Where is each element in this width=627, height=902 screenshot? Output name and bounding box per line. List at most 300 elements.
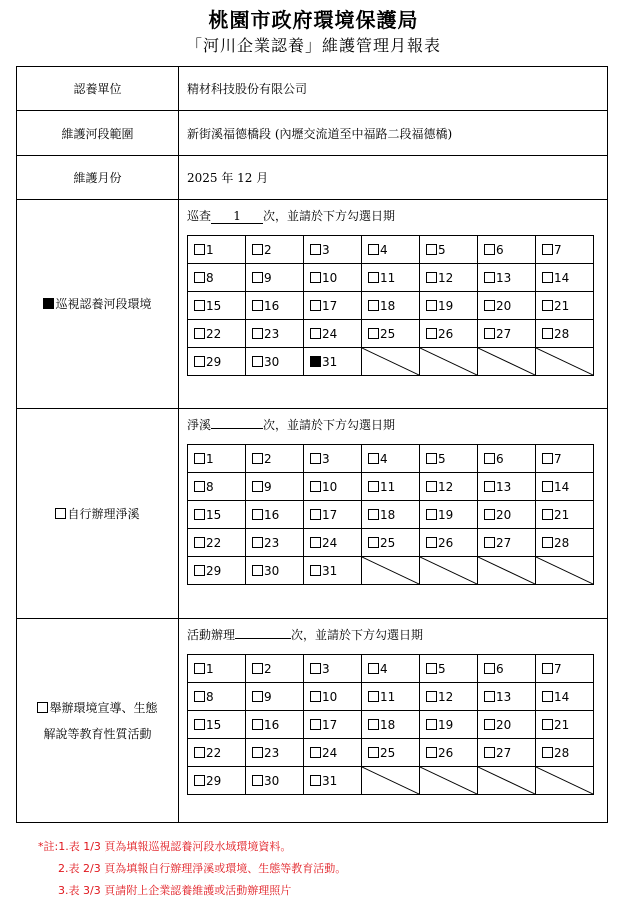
day-label: 29 — [206, 354, 222, 369]
day-cell[interactable] — [188, 739, 246, 767]
day-checkbox[interactable] — [310, 691, 321, 702]
day-cell[interactable] — [536, 711, 594, 739]
diagonal-slash — [420, 557, 477, 584]
day-checkbox[interactable] — [368, 719, 379, 730]
day-cell[interactable] — [246, 236, 304, 264]
info-row-adopter — [17, 67, 608, 111]
day-cell[interactable] — [536, 529, 594, 557]
day-cell[interactable] — [246, 739, 304, 767]
day-cell[interactable] — [304, 711, 362, 739]
day-checkbox[interactable] — [426, 244, 437, 255]
section-cleanup-label-text: 自行辦理淨溪 — [67, 506, 140, 521]
day-checkbox[interactable] — [194, 244, 205, 255]
day-checkbox[interactable] — [426, 719, 437, 730]
day-checkbox[interactable] — [194, 747, 205, 758]
day-checkbox[interactable] — [426, 691, 437, 702]
day-cell[interactable] — [188, 292, 246, 320]
day-checkbox[interactable] — [484, 244, 495, 255]
day-label: 5 — [438, 451, 446, 466]
day-checkbox[interactable] — [542, 300, 553, 311]
day-checkbox[interactable] — [426, 509, 437, 520]
day-checkbox[interactable] — [310, 775, 321, 786]
section-cleanup — [17, 409, 608, 619]
day-label: 9 — [264, 270, 272, 285]
day-checkbox[interactable] — [368, 537, 379, 548]
day-cell[interactable] — [362, 236, 420, 264]
day-label: 31 — [322, 354, 338, 369]
day-checkbox[interactable] — [252, 691, 263, 702]
day-checkbox[interactable] — [252, 481, 263, 492]
day-label: 23 — [264, 326, 280, 341]
day-checkbox[interactable] — [426, 537, 437, 548]
day-cell[interactable] — [246, 264, 304, 292]
empty-cell — [478, 348, 536, 376]
day-label: 23 — [264, 745, 280, 760]
day-checkbox[interactable] — [252, 356, 263, 367]
section-cleanup-checkbox[interactable] — [55, 508, 66, 519]
day-checkbox[interactable] — [252, 775, 263, 786]
day-checkbox[interactable] — [484, 509, 495, 520]
day-checkbox[interactable] — [310, 453, 321, 464]
day-cell[interactable] — [188, 683, 246, 711]
day-checkbox[interactable] — [484, 481, 495, 492]
day-cell[interactable] — [304, 739, 362, 767]
empty-cell — [478, 767, 536, 795]
day-checkbox[interactable] — [368, 244, 379, 255]
calendar-row — [188, 292, 594, 320]
day-checkbox[interactable] — [194, 719, 205, 730]
day-cell[interactable] — [536, 320, 594, 348]
day-label: 17 — [322, 298, 338, 313]
day-cell[interactable] — [478, 473, 536, 501]
day-label: 16 — [264, 507, 280, 522]
day-cell[interactable] — [188, 445, 246, 473]
day-checkbox[interactable] — [310, 356, 321, 367]
empty-cell — [536, 557, 594, 585]
day-checkbox[interactable] — [252, 272, 263, 283]
day-checkbox[interactable] — [252, 565, 263, 576]
day-cell[interactable] — [362, 320, 420, 348]
day-checkbox[interactable] — [368, 663, 379, 674]
day-cell[interactable] — [362, 445, 420, 473]
day-cell[interactable] — [304, 529, 362, 557]
day-cell[interactable] — [536, 739, 594, 767]
day-cell[interactable] — [420, 655, 478, 683]
day-label: 5 — [438, 661, 446, 676]
section-patrol-prefix: 巡查 — [187, 209, 212, 223]
day-cell[interactable] — [420, 320, 478, 348]
day-checkbox[interactable] — [252, 719, 263, 730]
diagonal-slash — [536, 767, 593, 794]
day-checkbox[interactable] — [484, 300, 495, 311]
day-checkbox[interactable] — [310, 663, 321, 674]
day-cell[interactable] — [246, 767, 304, 795]
day-label: 22 — [206, 745, 222, 760]
empty-cell — [420, 348, 478, 376]
day-label: 16 — [264, 717, 280, 732]
calendar-row — [188, 445, 594, 473]
day-cell[interactable] — [304, 320, 362, 348]
day-cell[interactable] — [478, 529, 536, 557]
day-cell[interactable] — [536, 264, 594, 292]
section-education-label-line2: 解說等教育性質活動 — [43, 726, 152, 741]
day-cell[interactable] — [536, 473, 594, 501]
day-cell[interactable] — [246, 320, 304, 348]
day-label: 25 — [380, 535, 396, 550]
day-label: 20 — [496, 717, 512, 732]
day-checkbox[interactable] — [194, 356, 205, 367]
day-cell[interactable] — [536, 236, 594, 264]
day-cell[interactable] — [478, 655, 536, 683]
day-checkbox[interactable] — [194, 328, 205, 339]
day-cell[interactable] — [304, 473, 362, 501]
day-checkbox[interactable] — [252, 300, 263, 311]
calendar-row — [188, 264, 594, 292]
day-cell[interactable] — [304, 655, 362, 683]
section-cleanup-prefix: 淨溪 — [187, 418, 212, 432]
day-cell[interactable] — [478, 236, 536, 264]
day-checkbox[interactable] — [426, 272, 437, 283]
day-checkbox[interactable] — [368, 481, 379, 492]
day-label: 13 — [496, 270, 512, 285]
day-cell[interactable] — [362, 739, 420, 767]
day-label: 14 — [554, 270, 570, 285]
day-cell[interactable] — [188, 264, 246, 292]
day-label: 6 — [496, 451, 504, 466]
calendar-row — [188, 529, 594, 557]
river-range-value: 新街溪福德橋段 (內壢交流道至中福路二段福德橋) — [179, 111, 608, 156]
day-checkbox[interactable] — [542, 747, 553, 758]
day-checkbox[interactable] — [194, 775, 205, 786]
day-checkbox[interactable] — [542, 272, 553, 283]
day-label: 21 — [554, 507, 570, 522]
day-label: 18 — [380, 298, 396, 313]
day-checkbox[interactable] — [310, 328, 321, 339]
day-cell[interactable] — [420, 529, 478, 557]
footnotes — [38, 836, 346, 902]
day-cell[interactable] — [188, 348, 246, 376]
day-cell[interactable] — [246, 683, 304, 711]
day-cell[interactable] — [188, 529, 246, 557]
day-label: 8 — [206, 689, 214, 704]
day-checkbox[interactable] — [542, 481, 553, 492]
day-cell[interactable] — [362, 501, 420, 529]
day-cell[interactable] — [188, 501, 246, 529]
day-cell[interactable] — [478, 264, 536, 292]
calendar-row — [188, 767, 594, 795]
day-cell[interactable] — [246, 655, 304, 683]
day-cell[interactable] — [420, 445, 478, 473]
day-checkbox[interactable] — [484, 537, 495, 548]
section-education-label-line1: 舉辦環境宣導、生態 — [49, 700, 158, 715]
section-patrol-label — [17, 200, 179, 409]
day-label: 25 — [380, 326, 396, 341]
diagonal-slash — [478, 348, 535, 375]
day-cell[interactable] — [420, 683, 478, 711]
info-row-river-range — [17, 111, 608, 156]
day-label: 19 — [438, 298, 454, 313]
day-checkbox[interactable] — [310, 300, 321, 311]
day-checkbox[interactable] — [252, 537, 263, 548]
day-label: 12 — [438, 270, 454, 285]
section-education-label — [17, 619, 179, 823]
day-cell[interactable] — [478, 739, 536, 767]
day-label: 3 — [322, 661, 330, 676]
day-checkbox[interactable] — [194, 453, 205, 464]
day-checkbox[interactable] — [368, 691, 379, 702]
section-cleanup-count-field[interactable] — [211, 428, 263, 429]
section-education-count-field[interactable] — [235, 638, 291, 639]
section-education-prefix: 活動辦理 — [187, 628, 236, 642]
day-checkbox[interactable] — [542, 328, 553, 339]
section-education-checkbox[interactable] — [37, 702, 48, 713]
calendar-grid — [187, 235, 594, 376]
day-checkbox[interactable] — [542, 509, 553, 520]
page-title: 桃園市政府環境保護局 — [208, 8, 419, 32]
day-cell[interactable] — [420, 739, 478, 767]
day-cell[interactable] — [362, 264, 420, 292]
day-checkbox[interactable] — [484, 691, 495, 702]
day-checkbox[interactable] — [194, 509, 205, 520]
diagonal-slash — [478, 557, 535, 584]
day-checkbox[interactable] — [252, 747, 263, 758]
day-checkbox[interactable] — [484, 272, 495, 283]
day-cell[interactable] — [536, 445, 594, 473]
calendar-row — [188, 557, 594, 585]
calendar-row — [188, 739, 594, 767]
section-cleanup-count-line — [187, 417, 607, 439]
day-checkbox[interactable] — [310, 719, 321, 730]
diagonal-slash — [420, 348, 477, 375]
adopter-label: 認養單位 — [17, 67, 179, 111]
day-checkbox[interactable] — [310, 244, 321, 255]
diagonal-slash — [362, 767, 419, 794]
day-cell[interactable] — [420, 473, 478, 501]
day-checkbox[interactable] — [194, 300, 205, 311]
day-label: 10 — [322, 479, 338, 494]
day-checkbox[interactable] — [542, 719, 553, 730]
day-cell[interactable] — [246, 292, 304, 320]
day-cell[interactable] — [304, 767, 362, 795]
day-checkbox[interactable] — [368, 272, 379, 283]
day-cell[interactable] — [478, 320, 536, 348]
day-cell[interactable] — [246, 445, 304, 473]
day-cell[interactable] — [362, 473, 420, 501]
day-checkbox[interactable] — [542, 537, 553, 548]
day-label: 4 — [380, 451, 388, 466]
section-patrol-count-field[interactable] — [211, 209, 263, 224]
day-label: 2 — [264, 661, 272, 676]
day-checkbox[interactable] — [194, 565, 205, 576]
empty-cell — [536, 767, 594, 795]
day-cell[interactable] — [478, 445, 536, 473]
day-checkbox[interactable] — [194, 691, 205, 702]
day-cell[interactable] — [246, 557, 304, 585]
day-cell[interactable] — [188, 711, 246, 739]
day-cell[interactable] — [304, 236, 362, 264]
day-cell[interactable] — [478, 501, 536, 529]
day-checkbox[interactable] — [310, 509, 321, 520]
day-checkbox[interactable] — [252, 244, 263, 255]
month-value: 2025 年 12 月 — [179, 156, 608, 200]
day-cell[interactable] — [362, 529, 420, 557]
day-label: 15 — [206, 298, 222, 313]
calendar-row — [188, 655, 594, 683]
day-cell[interactable] — [362, 711, 420, 739]
day-label: 11 — [380, 270, 396, 285]
day-label: 24 — [322, 535, 338, 550]
day-checkbox[interactable] — [368, 509, 379, 520]
river-range-label: 維護河段範圍 — [17, 111, 179, 156]
day-cell[interactable] — [188, 655, 246, 683]
report-table — [16, 66, 608, 823]
day-checkbox[interactable] — [194, 481, 205, 492]
day-label: 29 — [206, 773, 222, 788]
day-cell[interactable] — [246, 711, 304, 739]
day-label: 18 — [380, 507, 396, 522]
day-cell[interactable] — [304, 445, 362, 473]
section-cleanup-content — [179, 409, 608, 619]
day-cell[interactable] — [420, 236, 478, 264]
day-cell[interactable] — [420, 264, 478, 292]
day-checkbox[interactable] — [310, 272, 321, 283]
day-checkbox[interactable] — [252, 453, 263, 464]
day-cell[interactable] — [536, 655, 594, 683]
day-checkbox[interactable] — [252, 663, 263, 674]
section-education-suffix: 次，並請於下方勾選日期 — [291, 628, 424, 642]
day-cell[interactable] — [304, 264, 362, 292]
day-label: 30 — [264, 354, 280, 369]
day-label: 26 — [438, 745, 454, 760]
day-label: 13 — [496, 479, 512, 494]
day-checkbox[interactable] — [310, 537, 321, 548]
day-label: 8 — [206, 270, 214, 285]
day-label: 28 — [554, 745, 570, 760]
day-label: 20 — [496, 298, 512, 313]
footnote-1: *註:1.表 1/3 頁為填報巡視認養河段水域環境資料。 — [38, 840, 292, 853]
day-checkbox[interactable] — [484, 453, 495, 464]
day-checkbox[interactable] — [542, 453, 553, 464]
day-checkbox[interactable] — [194, 272, 205, 283]
day-cell[interactable] — [188, 473, 246, 501]
day-checkbox[interactable] — [310, 481, 321, 492]
day-checkbox[interactable] — [542, 663, 553, 674]
day-checkbox[interactable] — [194, 663, 205, 674]
empty-cell — [420, 557, 478, 585]
day-cell[interactable] — [304, 348, 362, 376]
day-label: 31 — [322, 563, 338, 578]
empty-cell — [478, 557, 536, 585]
diagonal-slash — [362, 348, 419, 375]
day-checkbox[interactable] — [542, 244, 553, 255]
day-cell[interactable] — [246, 473, 304, 501]
empty-cell — [420, 767, 478, 795]
day-checkbox[interactable] — [426, 328, 437, 339]
day-cell[interactable] — [246, 501, 304, 529]
day-cell[interactable] — [478, 292, 536, 320]
day-checkbox[interactable] — [484, 747, 495, 758]
day-label: 7 — [554, 451, 562, 466]
day-label: 31 — [322, 773, 338, 788]
day-checkbox[interactable] — [310, 565, 321, 576]
adopter-value: 精材科技股份有限公司 — [179, 67, 608, 111]
day-cell[interactable] — [304, 292, 362, 320]
day-cell[interactable] — [188, 767, 246, 795]
day-checkbox[interactable] — [484, 719, 495, 730]
day-checkbox[interactable] — [484, 663, 495, 674]
day-label: 25 — [380, 745, 396, 760]
day-label: 24 — [322, 326, 338, 341]
day-checkbox[interactable] — [426, 481, 437, 492]
day-checkbox[interactable] — [310, 747, 321, 758]
day-cell[interactable] — [536, 683, 594, 711]
day-cell[interactable] — [420, 501, 478, 529]
day-label: 3 — [322, 242, 330, 257]
day-cell[interactable] — [304, 683, 362, 711]
day-label: 19 — [438, 717, 454, 732]
diagonal-slash — [536, 348, 593, 375]
day-checkbox[interactable] — [368, 453, 379, 464]
day-cell[interactable] — [478, 711, 536, 739]
info-row-month — [17, 156, 608, 200]
day-cell[interactable] — [362, 655, 420, 683]
day-cell[interactable] — [478, 683, 536, 711]
day-cell[interactable] — [188, 320, 246, 348]
day-checkbox[interactable] — [426, 663, 437, 674]
day-cell[interactable] — [188, 236, 246, 264]
page-subtitle: 「河川企業認養」維護管理月報表 — [185, 36, 441, 55]
day-cell[interactable] — [362, 683, 420, 711]
section-education-count-line — [187, 627, 607, 649]
day-label: 13 — [496, 689, 512, 704]
section-patrol — [17, 200, 608, 409]
day-cell[interactable] — [188, 557, 246, 585]
day-label: 27 — [496, 745, 512, 760]
day-cell[interactable] — [246, 348, 304, 376]
day-label: 4 — [380, 242, 388, 257]
day-cell[interactable] — [536, 292, 594, 320]
day-cell[interactable] — [304, 501, 362, 529]
day-checkbox[interactable] — [484, 328, 495, 339]
diagonal-slash — [420, 767, 477, 794]
calendar-row — [188, 501, 594, 529]
day-checkbox[interactable] — [252, 509, 263, 520]
calendar-row — [188, 348, 594, 376]
day-checkbox[interactable] — [368, 747, 379, 758]
day-label: 2 — [264, 451, 272, 466]
day-cell[interactable] — [246, 529, 304, 557]
day-cell[interactable] — [420, 711, 478, 739]
day-cell[interactable] — [304, 557, 362, 585]
day-checkbox[interactable] — [426, 453, 437, 464]
day-label: 17 — [322, 717, 338, 732]
day-cell[interactable] — [362, 292, 420, 320]
day-checkbox[interactable] — [426, 747, 437, 758]
day-cell[interactable] — [536, 501, 594, 529]
day-checkbox[interactable] — [368, 300, 379, 311]
footnote-3: 3.表 3/3 頁請附上企業認養維護或活動辦理照片 — [58, 884, 292, 897]
day-checkbox[interactable] — [426, 300, 437, 311]
section-cleanup-label — [17, 409, 179, 619]
day-cell[interactable] — [420, 292, 478, 320]
day-label: 11 — [380, 479, 396, 494]
day-checkbox[interactable] — [368, 328, 379, 339]
day-checkbox[interactable] — [542, 691, 553, 702]
day-checkbox[interactable] — [252, 328, 263, 339]
calendar-row — [188, 711, 594, 739]
day-checkbox[interactable] — [194, 537, 205, 548]
section-patrol-checkbox[interactable] — [43, 298, 54, 309]
